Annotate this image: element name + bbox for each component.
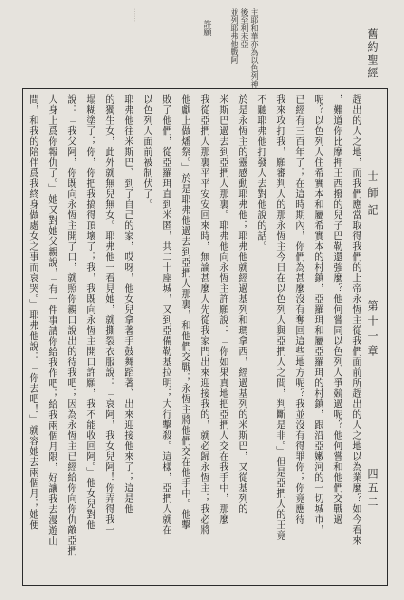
text-column: 塌糊塗了；你，你把我搞得頂壞了；我，我既向永恆主開口許願，我不能收回阿。」他女兒對他 [84,94,95,530]
text-column: 間，和我的陪伴爲我終身做處女之事而哀哭。」耶弗他說：「你去吧！」就容她去兩個月；她便 [27,94,38,530]
text-column: 我來攻打我，願審判人的那永恆主今日在以色列人與亞捫人之間，判斷是非。」但是亞捫人的王竟 [274,94,285,541]
margin-note: 主耶和華亦為以色列神 [250,8,259,88]
chapter-title: 第十一章 [366,300,379,360]
book-title: 舊約聖經 [366,28,379,80]
margin-note: 許願 [203,20,212,36]
text-column: 趕出的人之地，而我們應當取得我們的上帝永恆主從我們面前所趕出的人之地以為業麼？如今看來 [350,94,361,546]
bleed-through-mark: ⋯⋯ [130,8,138,22]
text-column: 不聽耶弗他打發人去對他說的話。 [255,94,266,252]
text-column: 人身上爲你報仇了。」她又對她父親說，「有一件事請你給我作吧；給我兩個月限，好讓我去漫遊山 [46,94,57,546]
text-column: 我從亞捫人那裏平平安安回來時，無論甚麼人先從我家門出來迎接我的，就必歸永恆主；我必將 [198,94,209,535]
text-column: 敗了他們，從亞羅珥直到米匿，共二十座城，又到亞備勒基拉明；大行擊殺。這樣，亞捫人就在 [160,94,171,535]
section-title: 士師記 [366,170,379,221]
text-column: 米斯巴過去到亞捫人那裏。耶弗他向永恆主許願說：「你如果真地把亞捫人交在我手中，那麼 [217,94,228,525]
margin-note: 並列耶弗他戰阿 [230,8,239,64]
margin-note: 後至利未亞 [240,8,249,48]
text-column: 呢？以色列人住希實本和屬希實本的村鎮，亞羅珥和屬亞羅珥的村鎮，跟沿亞嫩河的一切城市， [312,94,323,535]
text-column: 的獨生女，此外就無兒無女。耶弗他一看見她，就撕裂衣服說：「哀阿，我女兒阿！你弄得我一 [103,94,114,535]
page-number: 四五二 [366,468,379,510]
text-column: 說：「我父阿，你既向永恆主開了口，就照你親口說出的待我吧；因為永恆主已經給你向你仇敵亞捫 [65,94,76,556]
text-column: ，難道你比摩押王西撥的兒子巴勒還強麼？他何嘗同以色列人爭競過呢？他何嘗和他們交戰過 [331,94,342,525]
text-column: 於是永恆主的靈感動耶弗他；耶弗他就經過基列和瑪拿西，經過基列的米斯巴，又從基列的 [236,94,247,514]
text-column: 耶弗他往米斯巴、到了自己的家，哎呀，他女兒拿著手鼓舞蹈著、出來迎接他來了；這是他 [122,94,133,514]
text-column: 他獻上做燔祭。」於是耶弗他過去到亞捫人那裏，和他們交戰；永恆主將他們交在他手中。他擊 [179,94,190,530]
text-column: 以色列人面前被制伏了。 [141,94,152,210]
text-column: 已經有三百年了；在這時期內，你們為甚麼沒有奪回這些地方呢？我並沒有得罪你；你竟應待 [293,94,304,525]
